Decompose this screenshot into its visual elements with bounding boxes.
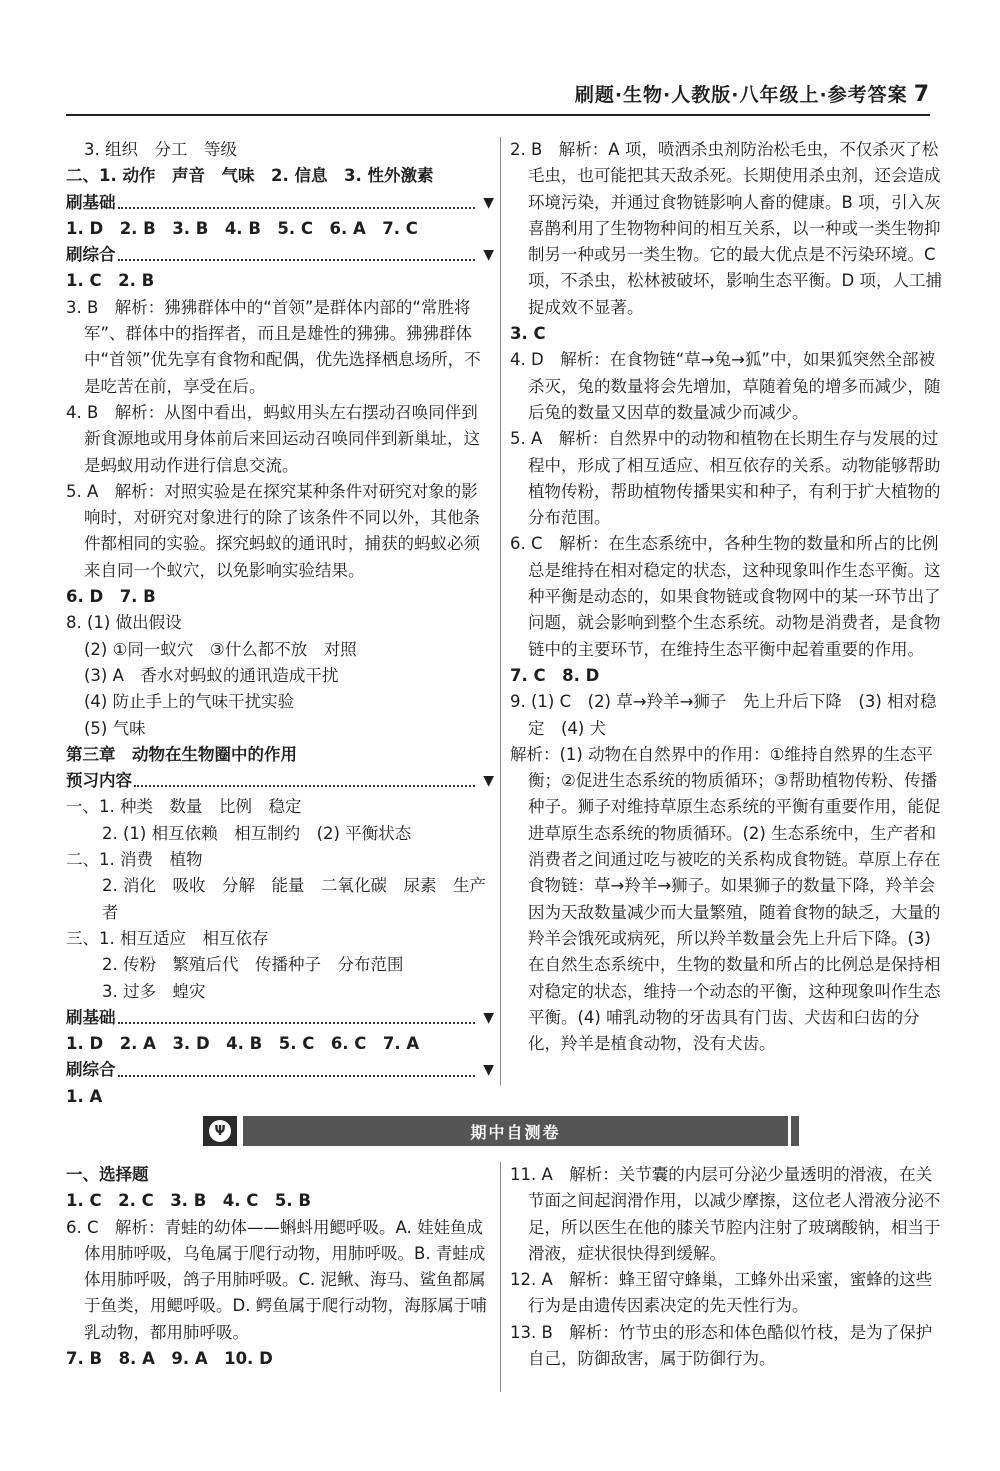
answer-line: 2. (1) 相互依赖 相互制约 (2) 平衡状态 [102, 823, 412, 843]
dotted-leader [134, 775, 475, 787]
answer-line: (5) 气味 [84, 718, 146, 738]
section-banner [203, 1116, 799, 1146]
answer-line: 一、选择题 [66, 1165, 149, 1184]
section-heading [66, 768, 494, 794]
right-column [510, 137, 942, 1057]
bottom-right-column [510, 1162, 942, 1372]
section-heading-label: 刷综合 [66, 1060, 116, 1080]
triangle-down-icon: ▼ [483, 1062, 494, 1079]
answer-line: 三、1. 相互适应 相互依存 [66, 928, 269, 948]
answer-line: 11. A 解析：关节囊的内层可分泌少量透明的滑液，在关节面之间起润滑作用，以减少摩擦，这位老人滑液分泌不足，所以医生在他的膝关节腔内注射了玻璃酸钠，相当于滑液，症状很快得到缓解。 [510, 1165, 941, 1263]
answer-line: 2. 消化 吸收 分解 能量 二氧化碳 尿素 生产者 [102, 876, 486, 922]
answer-line: 4. B 解析：从图中看出，蚂蚁用头左右摆动召唤同伴到新食源地或用身体前后来回运动召唤同伴到新巢址，这是蚂蚁用动作进行信息交流。 [66, 402, 480, 475]
answer-line: (3) A 香水对蚂蚁的通讯造成干扰 [84, 665, 339, 685]
answer-line: 6. C 解析：在生态系统中，各种生物的数量和所占的比例总是维持在相对稳定的状态，这种现象叫作生态平衡。这种平衡是动态的，如果食物链或食物网中的某一环节出了问题，就会影响到整个生态系统。动物是消费者，是食物链中的主要环节，在维持生态平衡中起着重要的作用。 [510, 534, 941, 659]
page-header [66, 80, 930, 107]
dotted-leader [118, 1065, 476, 1077]
triangle-down-icon: ▼ [483, 1009, 494, 1026]
chapter-title: 第三章 动物在生物圈中的作用 [66, 744, 297, 764]
answer-line: 9. (1) C (2) 草→羚羊→狮子 先上升后下降 (3) 相对稳定 (4) 犬 [510, 692, 937, 738]
header-title: 刷题·生物·人教版·八年级上·参考答案 [574, 84, 908, 106]
answer-line: 8. (1) 做出假设 [66, 613, 182, 633]
answer-line: 1. A [66, 1086, 103, 1106]
answer-line: 解析：(1) 动物在自然界中的作用：①维持自然界的生态平衡；②促进生态系统的物质循环；③帮助植物传粉、传播种子。狮子对维持草原生态系统的平衡有重要作用，能促进草原生态系统的物质循环。(2) 生态系统中，生产者和消费者之间通过吃与被吃的关系构成食物链。草原上存在食物链：草→羚羊→狮子。如果狮子的数量下降，羚羊会因为天敌数量减少而大量繁殖，随着食物的缺乏，大量的羚羊会饿死或病死，所以羚羊数量会先上升后下降。(3) 在自然生态系统中，生物的数量和所占的比例总是保持相对稳定的状态，维持一个动态的平衡，这种现象叫作生态平衡。(4) 哺乳动物的牙齿具有门齿、犬齿和臼齿的分化，羚羊是植食动物，没有犬齿。 [510, 744, 941, 1054]
answer-line: 2. B 解析：A 项，喷洒杀虫剂防治松毛虫，不仅杀灭了松毛虫，也可能把其天敌杀死。长期使用杀虫剂，还会造成环境污染，并通过食物链影响人畜的健康。B 项，引入灰喜鹊利用了生物物种间的相互关系，以一种或一类生物抑制另一种或另一类生物。它的最大优点是不污染环境。C 项，不杀虫，松林被破坏，影响生态平衡。D 项，人工捕捉成效不显著。 [510, 140, 942, 317]
triangle-down-icon: ▼ [483, 773, 494, 790]
triangle-down-icon: ▼ [483, 194, 494, 211]
header-divider [66, 114, 930, 116]
answer-line: 3. 过多 蝗灾 [102, 981, 206, 1001]
left-column [66, 137, 494, 1110]
section-heading-label: 预习内容 [66, 771, 132, 791]
answer-line: 13. B 解析：竹节虫的形态和体色酷似竹枝，是为了保护自己，防御敌害，属于防御行为。 [510, 1322, 933, 1369]
answer-line: 7. C 8. D [510, 665, 600, 685]
answer-line: 1. C 2. B [66, 271, 155, 291]
answer-line: 2. 传粉 繁殖后代 传播种子 分布范围 [102, 955, 404, 975]
answer-line: 3. 组织 分工 等级 [84, 140, 237, 159]
column-divider [500, 137, 501, 1085]
answer-line: 5. A 解析：自然界中的动物和植物在长期生存与发展的过程中，形成了相互适应、相互依存的关系。动物能够帮助植物传粉，帮助植物传播果实和种子，有利于扩大植物的分布范围。 [510, 429, 941, 528]
section-heading-label: 刷综合 [66, 245, 116, 265]
dotted-leader [118, 1012, 476, 1024]
dotted-leader [118, 197, 476, 209]
page-number: 7 [913, 82, 930, 107]
section-heading [66, 1057, 494, 1083]
bottom-column-divider [500, 1162, 501, 1392]
section-banner-title: 期中自测卷 [243, 1116, 788, 1146]
answer-line: 二、1. 消费 植物 [66, 850, 203, 870]
section-heading [66, 190, 494, 216]
answer-line: 二、1. 动作 声音 气味 2. 信息 3. 性外激素 [66, 166, 434, 186]
answer-line: 12. A 解析：蜂王留守蜂巢，工蜂外出采蜜，蜜蜂的这些行为是由遗传因素决定的先天性行为。 [510, 1270, 933, 1316]
bottom-left-column [66, 1162, 494, 1372]
section-heading-label: 刷基础 [66, 1007, 116, 1027]
triangle-down-icon: ▼ [483, 247, 494, 264]
answer-line: 4. D 解析：在食物链“草→兔→狐”中，如果狐突然全部被杀灭，兔的数量将会先增加，草随着兔的增多而减少，随后兔的数量又因草的数量减少而减少。 [510, 350, 941, 422]
section-heading-label: 刷基础 [66, 192, 116, 212]
answer-line: 1. D 2. B 3. B 4. B 5. C 6. A 7. C [66, 218, 418, 238]
answer-line: 5. A 解析：对照实验是在探究某种条件对研究对象的影响时，对研究对象进行的除了该条件不同以外，其他条件都相同的实验。探究蚂蚁的通讯时，捕获的蚂蚁必须来自同一个蚁穴，以免影响实验结果。 [66, 481, 480, 580]
answer-line: 3. C [510, 324, 546, 344]
answer-line: (4) 防止手上的气味干扰实验 [84, 692, 295, 712]
answer-line: 1. D 2. A 3. D 4. B 5. C 6. C 7. A [66, 1034, 420, 1054]
answer-line: 3. B 解析：狒狒群体中的“首领”是群体内部的“常胜将军”、群体中的指挥者，而且是雄性的狒狒。狒狒群体中“首领”优先享有食物和配偶，优先选择栖息场所，不是吃苦在前，享受在后。 [66, 297, 481, 396]
section-heading [66, 242, 494, 268]
answer-line: 6. D 7. B [66, 587, 156, 607]
section-heading [66, 1005, 494, 1031]
answer-line: 1. C 2. C 3. B 4. C 5. B [66, 1191, 311, 1211]
dotted-leader [118, 249, 476, 261]
answer-line: (2) ①同一蚁穴 ③什么都不放 对照 [84, 639, 357, 659]
banner-end-block [791, 1116, 799, 1146]
section-logo-icon: Ψ [203, 1116, 237, 1146]
answer-line: 6. C 解析：青蛙的幼体——蝌蚪用鳃呼吸。A. 娃娃鱼成体用肺呼吸，乌龟属于爬行动物，用肺呼吸。B. 青蛙成体用肺呼吸，鸽子用肺呼吸。C. 泥鳅、海马、鲨鱼都属于鱼类，用鳃呼吸。D. 鳄鱼属于爬行动物，海豚属于哺乳动物，都用肺呼吸。 [66, 1217, 487, 1342]
answer-line: 7. B 8. A 9. A 10. D [66, 1349, 273, 1369]
answer-line: 一、1. 种类 数量 比例 稳定 [66, 797, 302, 817]
